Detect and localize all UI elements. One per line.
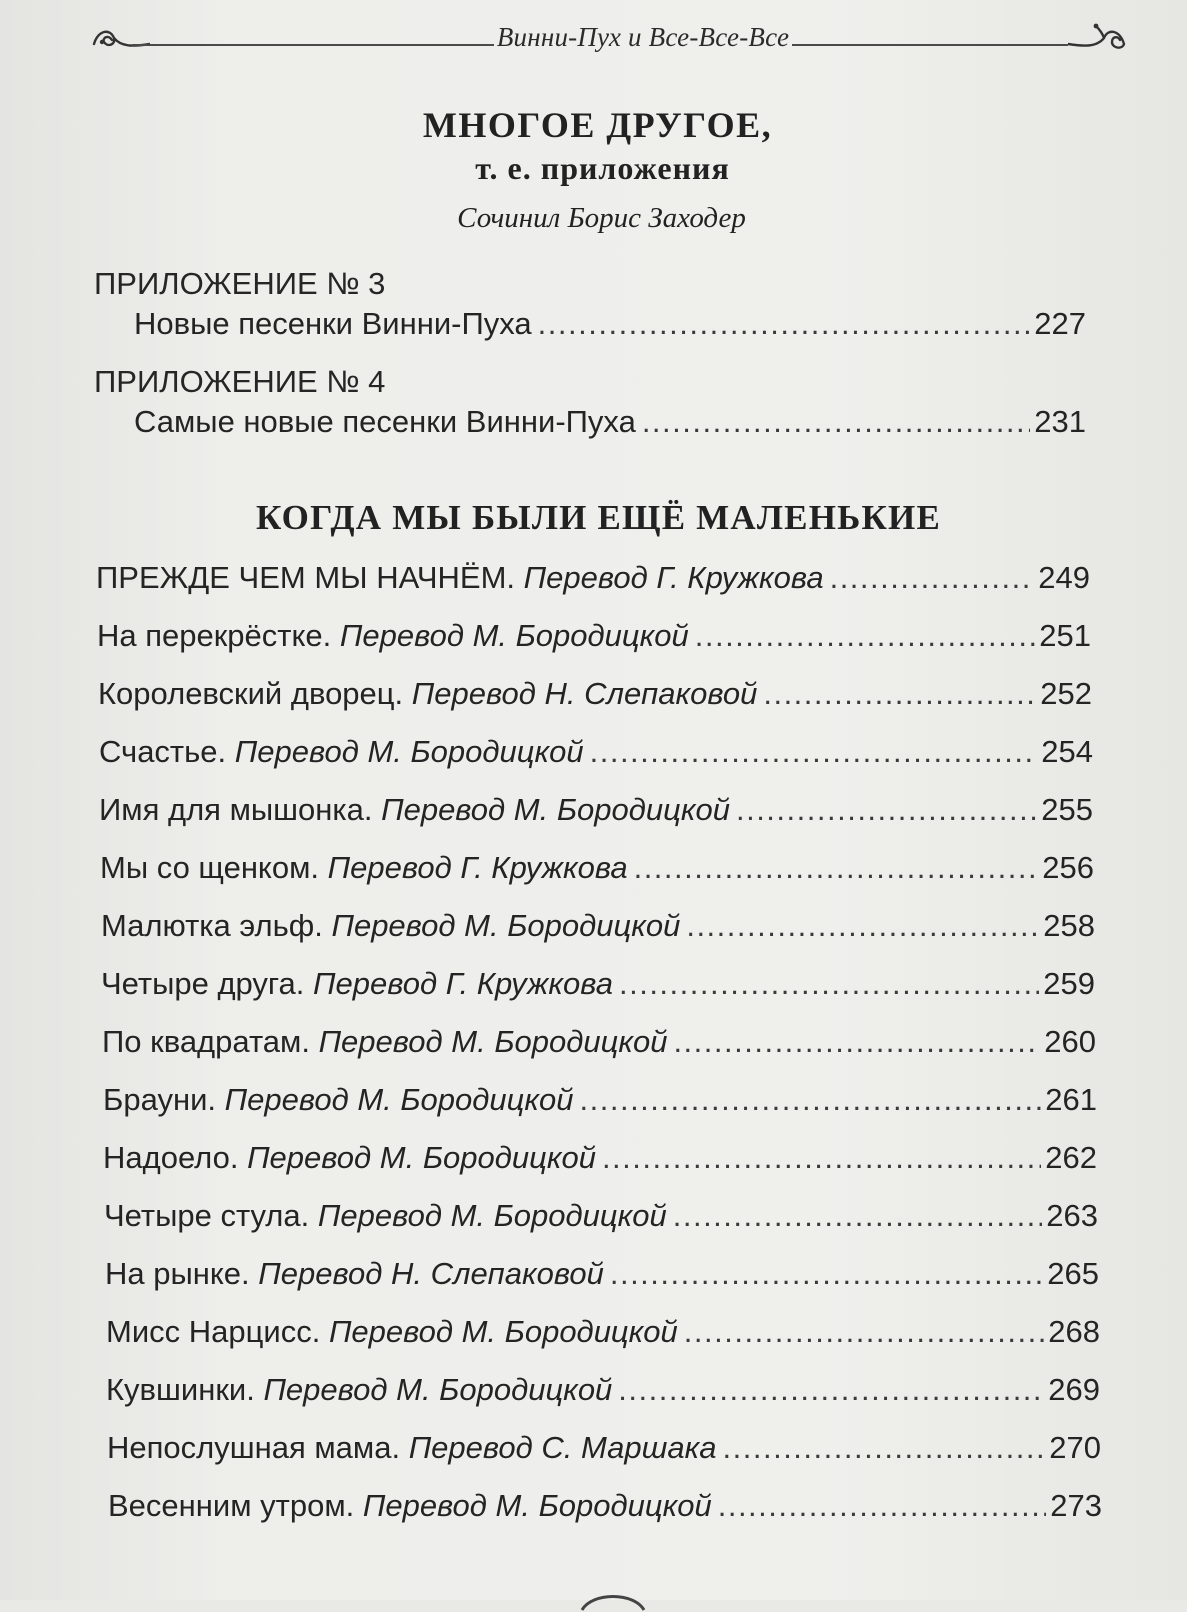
dot-leader [736,792,1037,828]
toc-entry-title: Новые песенки Винни-Пуха [134,306,532,341]
toc-entry-title: Брауни. [103,1082,217,1117]
appendix-3-label: ПРИЛОЖЕНИЕ № 3 [94,266,386,301]
toc-page-number: 260 [1044,1024,1096,1059]
toc-entry-credit: Перевод М. Бородицкой [247,1140,596,1175]
toc-entry-credit: Перевод М. Бородицкой [362,1488,712,1523]
toc-entry-credit: Перевод Г. Кружкова [313,966,613,1001]
toc-entry-title: По квадратам. [102,1024,310,1059]
toc-entry-credit: Перевод Н. Слепаковой [411,676,758,711]
toc-page-number: 262 [1045,1140,1097,1175]
toc-page-number: 256 [1042,850,1094,885]
dot-leader [830,560,1034,596]
toc-entry[interactable] [101,908,1095,944]
toc-entry-credit: Перевод М. Бородицкой [224,1082,574,1117]
page-number-ornament-icon [578,1588,648,1612]
toc-page-number: 269 [1048,1372,1100,1407]
toc-entry[interactable] [105,1256,1099,1292]
dot-leader [723,1430,1045,1466]
toc-page-number: 265 [1047,1256,1099,1291]
toc-entry[interactable] [108,1488,1102,1524]
toc-page-number: 255 [1041,792,1093,827]
toc-entry-credit: Перевод М. Бородицкой [381,792,730,827]
toc-entry-credit: Перевод Г. Кружкова [327,850,628,885]
running-header-title: Винни-Пух и Все-Все-Все [496,22,790,52]
toc-entry-appendix-4[interactable] [134,404,1086,440]
dot-leader [673,1024,1040,1060]
dot-leader [718,1488,1046,1524]
toc-entry[interactable] [98,676,1092,712]
toc-entry[interactable] [102,1024,1096,1060]
toc-entry-title: Мисс Нарцисс. [106,1314,321,1349]
toc-entry-title: Четыре друга. [101,966,305,1001]
dot-leader [634,850,1038,886]
dot-leader [618,1372,1044,1408]
toc-entry-title: Мы со щенком. [100,850,320,885]
toc-entry-title: Весенним утром. [108,1488,355,1523]
toc-entry[interactable] [97,618,1091,654]
toc-entry[interactable] [106,1372,1100,1408]
toc-entry-title: Королевский дворец. [98,676,404,711]
toc-page-number: 251 [1039,618,1091,653]
toc-entry[interactable] [101,966,1095,1002]
header-rule-right [792,44,1068,46]
dot-leader [619,966,1039,1002]
toc-entry-credit: Перевод М. Бородицкой [318,1024,668,1059]
toc-entry-title: На рынке. [105,1256,250,1291]
flourish-left-icon [92,20,150,56]
toc-page-number: 259 [1043,966,1095,1001]
toc-page-number: 249 [1038,560,1090,595]
toc-page-number: 258 [1043,908,1095,943]
toc-entry-credit: Перевод М. Бородицкой [339,618,689,653]
toc-page-number: 270 [1049,1430,1101,1465]
running-header [92,14,1122,54]
toc-entry[interactable] [103,1140,1097,1176]
dot-leader [602,1140,1041,1176]
toc-entry-title: Счастье. [99,734,227,769]
toc-page-number: 263 [1046,1198,1098,1233]
toc-page-number: 252 [1040,676,1092,711]
toc-entry[interactable] [103,1082,1097,1118]
toc-entry-credit: Перевод М. Бородицкой [234,734,584,769]
section-one-subtitle: т. е. приложения [475,150,730,186]
toc-entry-credit: Перевод М. Бородицкой [317,1198,667,1233]
toc-entry-credit: Перевод М. Бородицкой [263,1372,613,1407]
toc-entry-credit: Перевод Н. Слепаковой [258,1256,604,1291]
dot-leader [695,618,1035,654]
header-rule-left [132,44,494,46]
dot-leader [673,1198,1042,1234]
toc-entry-title: Непослушная мама. [107,1430,401,1465]
toc-entry[interactable] [99,792,1093,828]
toc-entry-title: Имя для мышонка. [99,792,373,827]
toc-entry-credit: Перевод Г. Кружкова [523,560,824,595]
toc-entry-title: Надоело. [103,1140,239,1175]
toc-entry[interactable] [107,1430,1101,1466]
toc-entry[interactable] [106,1314,1100,1350]
section-two-title: КОГДА МЫ БЫЛИ ЕЩЁ МАЛЕНЬКИЕ [255,498,942,537]
toc-page-number: 227 [1034,306,1086,341]
section-one-author: Сочинил Борис Заходер [457,202,746,234]
toc-entry-appendix-3[interactable] [134,306,1086,342]
toc-entry[interactable] [96,560,1090,596]
toc-entry[interactable] [100,850,1094,886]
toc-entry-credit: Перевод С. Маршака [408,1430,717,1465]
toc-entry-title: Четыре стула. [104,1198,310,1233]
toc-entry[interactable] [104,1198,1098,1234]
toc-entry-title: Кувшинки. [106,1372,255,1407]
dot-leader [610,1256,1043,1292]
dot-leader [590,734,1037,770]
toc-entry-credit: Перевод М. Бородицкой [328,1314,678,1349]
dot-leader [538,306,1030,342]
section-one-title: МНОГОЕ ДРУГОЕ, [422,105,773,145]
dot-leader [642,404,1030,440]
toc-entry-title: ПРЕЖДЕ ЧЕМ МЫ НАЧНЁМ. [96,560,516,595]
flourish-right-icon [1068,20,1126,56]
dot-leader [763,676,1036,712]
dot-leader [686,908,1039,944]
toc-entry-title: Самые новые песенки Винни-Пуха [134,404,636,439]
toc-entry-credit: Перевод М. Бородицкой [331,908,681,943]
dot-leader [684,1314,1044,1350]
toc-entry[interactable] [99,734,1093,770]
toc-page-number: 268 [1048,1314,1100,1349]
dot-leader [580,1082,1042,1118]
toc-page-number: 254 [1041,734,1093,769]
toc-page-number: 231 [1034,404,1086,439]
appendix-4-label: ПРИЛОЖЕНИЕ № 4 [94,364,386,399]
toc-page-number: 273 [1050,1488,1102,1523]
toc-entry-title: На перекрёстке. [97,618,332,653]
toc-page-number: 261 [1045,1082,1097,1117]
toc-entry-title: Малютка эльф. [101,908,323,943]
